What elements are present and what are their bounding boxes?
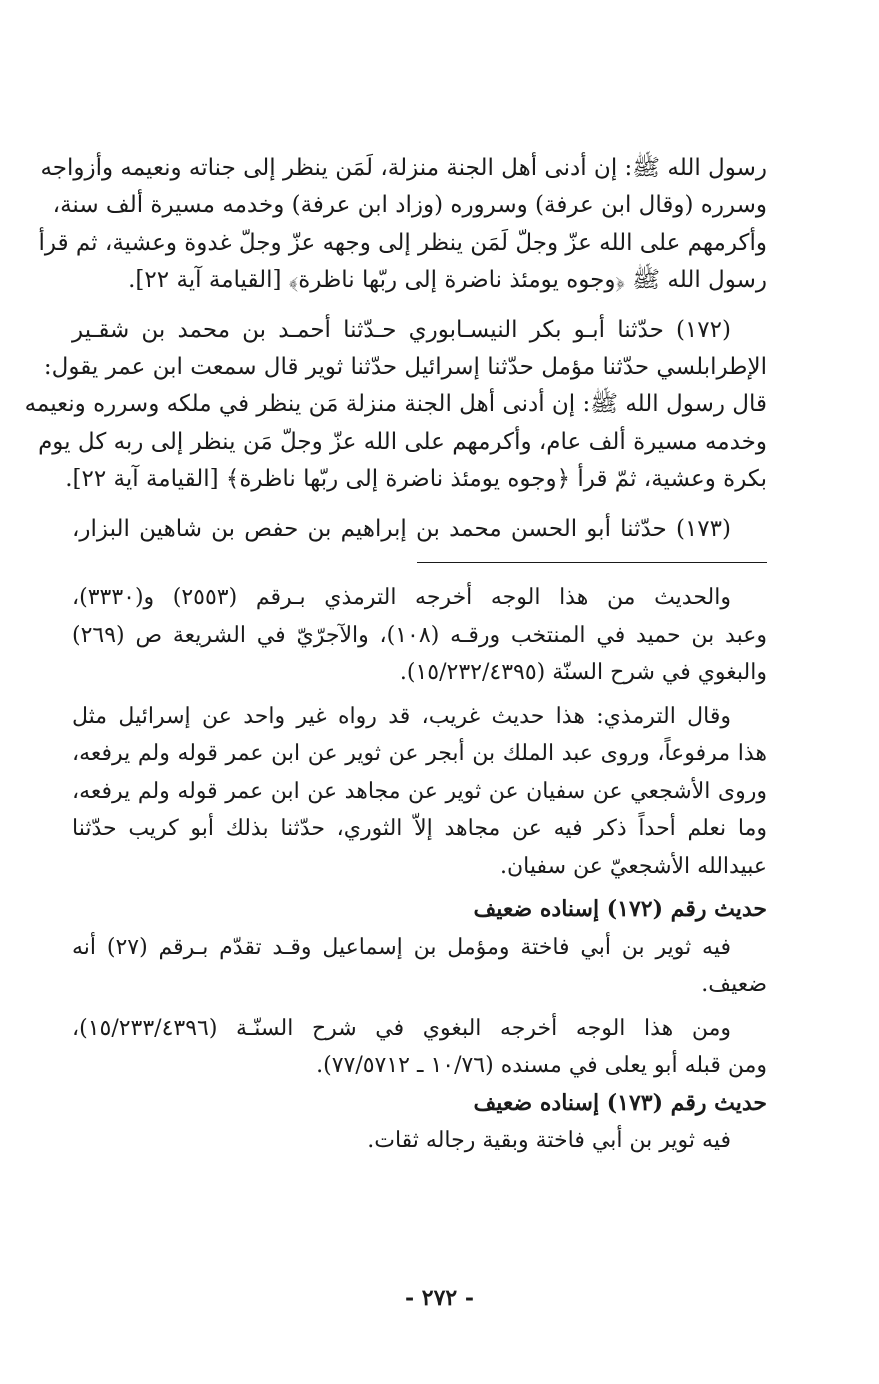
- text-line: الإطرابلسي حدّثنا مؤمل حدّثنا إسرائيل حدّثنا ثوير قال سمعت ابن عمر يقول:: [43, 354, 767, 381]
- text-line: وأكرمهم على الله عزّ وجلّ لَمَن ينظر إلى وجهه عزّ وجلّ غدوة وعشية، ثم قرأ: [38, 229, 767, 256]
- footnote-line: والبغوي في شرح السنّة (١٥/٢٣٢/٤٣٩٥).: [399, 660, 767, 686]
- main-text: [24, 150, 767, 548]
- text-line: وخدمه مسيرة ألف عام، وأكرمهم على الله عزّ وجلّ مَن ينظر إلى ربه كل يوم: [38, 428, 767, 455]
- footnote-line: وعبد بن حميد في المنتخب ورقـه (١٠٨)، والآجرّيّ في الشريعة ص (٢٦٩): [72, 622, 767, 648]
- footnote-line: وروى الأشجعي عن سفيان عن ثوير عن مجاهد عن ابن عمر قوله ولم يرفعه،: [72, 778, 767, 804]
- hadith-173-start: (١٧٣) حدّثنا أبو الحسن محمد بن إبراهيم بن حفص بن شاهين البزار،: [72, 515, 731, 542]
- footnote-line: عبيدالله الأشجعيّ عن سفيان.: [500, 853, 767, 879]
- footnote-line: ومن هذا الوجه أخرجه البغوي في شرح السنّـة (١٥/٢٣٣/٤٣٩٦)،: [72, 1015, 731, 1041]
- footnote-line: ومن قبله أبو يعلى في مسنده (١٠/٧٦ ـ ٧٧/٥٧١٢).: [316, 1053, 767, 1079]
- hadith-172-start: (١٧٢) حدّثنا أبـو بكر النيسـابوري حـدّثنا أحمـد بن محمد بن شقـير: [72, 316, 731, 343]
- hadith-173-grading-heading: حديث رقم (١٧٣) إسناده ضعيف: [473, 1089, 767, 1116]
- footnotes: [72, 579, 767, 1160]
- footnote-line: وما نعلم أحداً ذكر فيه عن مجاهد إلاّ الثوري، حدّثنا بذلك أبو كريب حدّثنا: [72, 816, 767, 842]
- page-number: - ٢٧٢ -: [404, 1285, 475, 1311]
- footnote-line: فيه ثوير بن أبي فاختة وبقية رجاله ثقات.: [367, 1128, 731, 1154]
- footnote-line: هذا مرفوعاً، وروى عبد الملك بن أبجر عن ثوير عن ابن عمر قوله ولم يرفعه،: [72, 741, 767, 767]
- footnote-line: وقال الترمذي: هذا حديث غريب، قد رواه غير واحد عن إسرائيل مثل: [72, 703, 731, 729]
- page-body: [24, 150, 767, 1160]
- text-line: بكرة وعشية، ثمّ قرأ ﴿وجوه يومئذ ناضرة إلى ربّها ناظرة﴾ [القيامة آية ٢٢].: [65, 466, 767, 493]
- text-line: قال رسول الله ﷺ: إن أدنى أهل الجنة منزلة مَن ينظر في ملكه وسرره ونعيمه: [24, 391, 767, 418]
- text-line: رسول الله ﷺ: إن أدنى أهل الجنة منزلة، لَمَن ينظر إلى جناته ونعيمه وأزواجه: [40, 155, 767, 181]
- footnote-line: ضعيف.: [701, 972, 767, 998]
- hadith-172-grading-heading: حديث رقم (١٧٢) إسناده ضعيف: [473, 896, 767, 923]
- footnote-divider: [417, 562, 767, 563]
- text-line: رسول الله ﷺ ﴿وجوه يومئذ ناضرة إلى ربّها ناظرة﴾ [القيامة آية ٢٢].: [128, 267, 767, 294]
- footnote-line: فيه ثوير بن أبي فاختة ومؤمل بن إسماعيل وقـد تقدّم بـرقم (٢٧) أنه: [72, 934, 731, 960]
- text-line: وسرره (وقال ابن عرفة) وسروره (وزاد ابن عرفة) وخدمه مسيرة ألف سنة،: [52, 192, 767, 219]
- footnote-line: والحديث من هذا الوجه أخرجه الترمذي بـرقم (٢٥٥٣) و(٣٣٣٠)،: [72, 585, 731, 611]
